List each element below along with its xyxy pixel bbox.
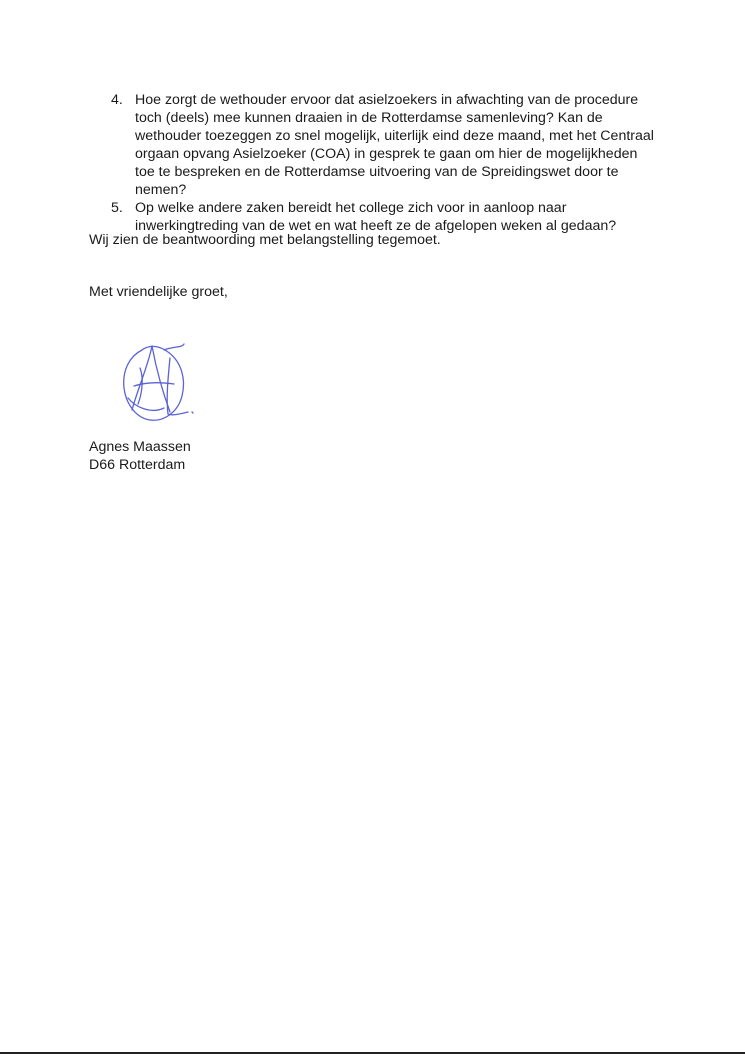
closing-line: Wij zien de beantwoording met belangstelling tegemoet. [89,232,441,248]
question-item-5 [89,199,659,235]
signatory-block [89,438,191,474]
page-bottom-rule [0,1052,745,1054]
signatory-name: Agnes Maassen [89,439,191,455]
signatory-party: D66 Rotterdam [89,457,186,473]
question-text: Hoe zorgt de wethouder ervoor dat asielzoekers in afwachting van de procedure toch (deels) mee kunnen draaien in de Rotterdamse samenleving? Kan de wethouder toezeggen zo snel mogelijk, uiterlijk eind deze maand, met het Centraal orgaan opvang Asielzoeker (COA) in gesprek te gaan om hier de mogelijkheden toe te bespreken en de Rotterdamse uitvoering van de Spreidingswet door te nemen? [135,92,654,198]
greeting: Met vriendelijke groet, [89,284,228,300]
question-number: 5. [111,200,123,216]
handwritten-signature [112,338,202,428]
question-number: 4. [111,92,123,108]
question-text: Op welke andere zaken bereidt het college zich voor in aanloop naar inwerkingtreding van de wet en wat heeft ze de afgelopen weken al gedaan? [135,200,617,234]
question-list [89,91,659,235]
question-item-4 [89,91,659,199]
